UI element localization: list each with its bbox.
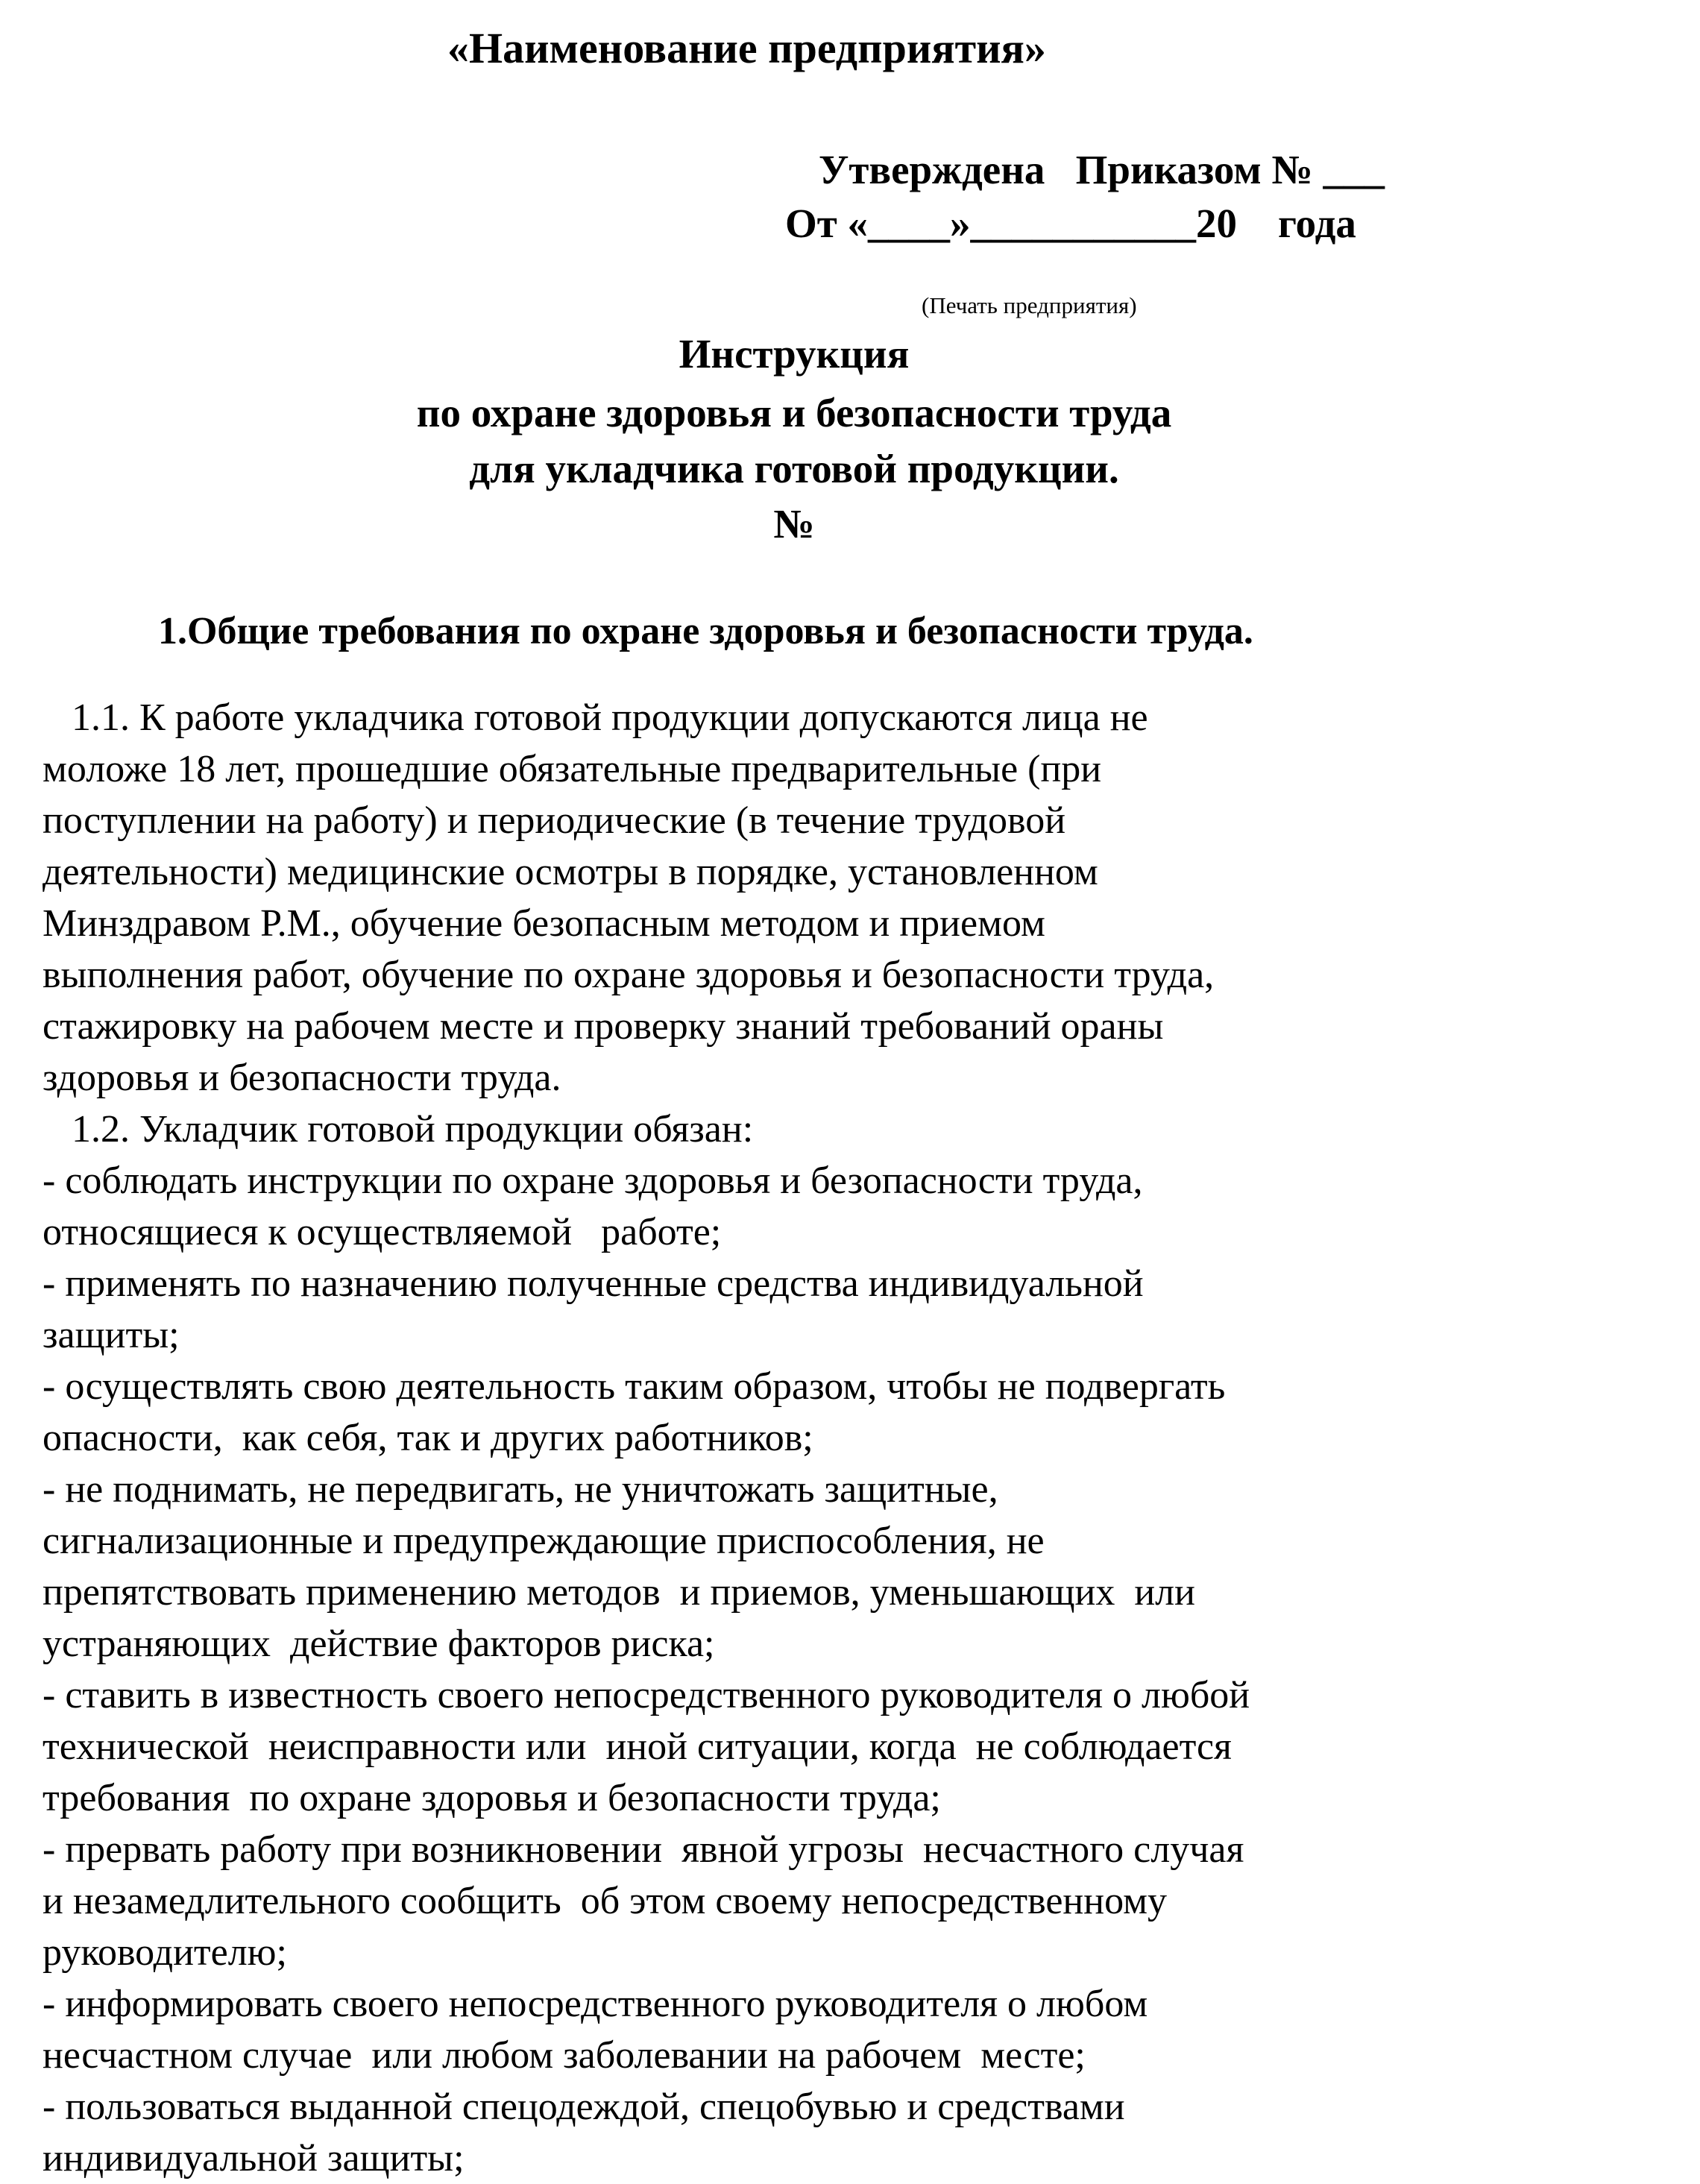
- company-name: «Наименование предприятия»: [447, 24, 1046, 72]
- body-line: защиты;: [42, 1314, 180, 1356]
- document-subtitle-line-2: для укладчика готовой продукции.: [469, 446, 1119, 491]
- body-line: здоровья и безопасности труда.: [42, 1057, 561, 1099]
- body-line: несчастном случае или любом заболевании на рабочем месте;: [42, 2034, 1086, 2077]
- body-line: опасности, как себя, так и других работников;: [42, 1417, 813, 1459]
- body-line: 1.2. Укладчик готовой продукции обязан:: [42, 1108, 754, 1151]
- body-line: - пользоваться выданной спецодеждой, спецобувью и средствами: [42, 2086, 1125, 2128]
- approval-order-line: Утверждена Приказом № ___: [819, 147, 1385, 192]
- body-line: индивидуальной защиты;: [42, 2137, 465, 2180]
- body-line: требования по охране здоровья и безопасности труда;: [42, 1777, 941, 1819]
- body-line: моложе 18 лет, прошедшие обязательные предварительные (при: [42, 748, 1102, 790]
- body-line: Минздравом Р.М., обучение безопасным методом и приемом: [42, 902, 1045, 945]
- body-line: выполнения работ, обучение по охране здоровья и безопасности труда,: [42, 954, 1215, 996]
- body-line: 1.1. К работе укладчика готовой продукции допускаются лица не: [42, 696, 1148, 739]
- body-line: - ставить в известность своего непосредственного руководителя о любой: [42, 1674, 1250, 1716]
- body-line: - информировать своего непосредственного руководителя о любом: [42, 1983, 1148, 2025]
- section-body: [42, 692, 1250, 2184]
- body-line: руководителю;: [42, 1931, 287, 1974]
- body-line: - применять по назначению полученные средства индивидуальной: [42, 1262, 1144, 1305]
- body-line: поступлении на работу) и периодические (в течение трудовой: [42, 799, 1066, 842]
- body-line: относящиеся к осуществляемой работе;: [42, 1211, 722, 1253]
- body-line: - не поднимать, не передвигать, не уничтожать защитные,: [42, 1468, 998, 1511]
- body-line: технической неисправности или иной ситуации, когда не соблюдается: [42, 1725, 1232, 1768]
- body-line: препятствовать применению методов и приемов, уменьшающих или: [42, 1571, 1195, 1614]
- body-line: - соблюдать инструкции по охране здоровья и безопасности труда,: [42, 1159, 1143, 1202]
- body-line: деятельности) медицинские осмотры в порядке, установленном: [42, 851, 1098, 893]
- body-line: сигнализационные и предупреждающие приспособления, не: [42, 1520, 1045, 1562]
- approval-date-line: От «____»___________20 года: [785, 201, 1356, 246]
- document-number: №: [773, 501, 815, 547]
- section-heading: 1.Общие требования по охране здоровья и безопасности труда.: [158, 610, 1253, 652]
- body-line: и незамедлительного сообщить об этом своему непосредственному: [42, 1880, 1167, 1922]
- document-title: Инструкция: [679, 331, 910, 377]
- body-line: - осуществлять свою деятельность таким образом, чтобы не подвергать: [42, 1365, 1226, 1408]
- seal-note: (Печать предприятия): [922, 292, 1137, 318]
- body-line: устраняющих действие факторов риска;: [42, 1623, 715, 1665]
- document-subtitle-line-1: по охране здоровья и безопасности труда: [416, 390, 1172, 435]
- body-line: стажировку на рабочем месте и проверку знаний требований ораны: [42, 1005, 1164, 1048]
- body-line: - прервать работу при возникновении явной угрозы несчастного случая: [42, 1828, 1244, 1871]
